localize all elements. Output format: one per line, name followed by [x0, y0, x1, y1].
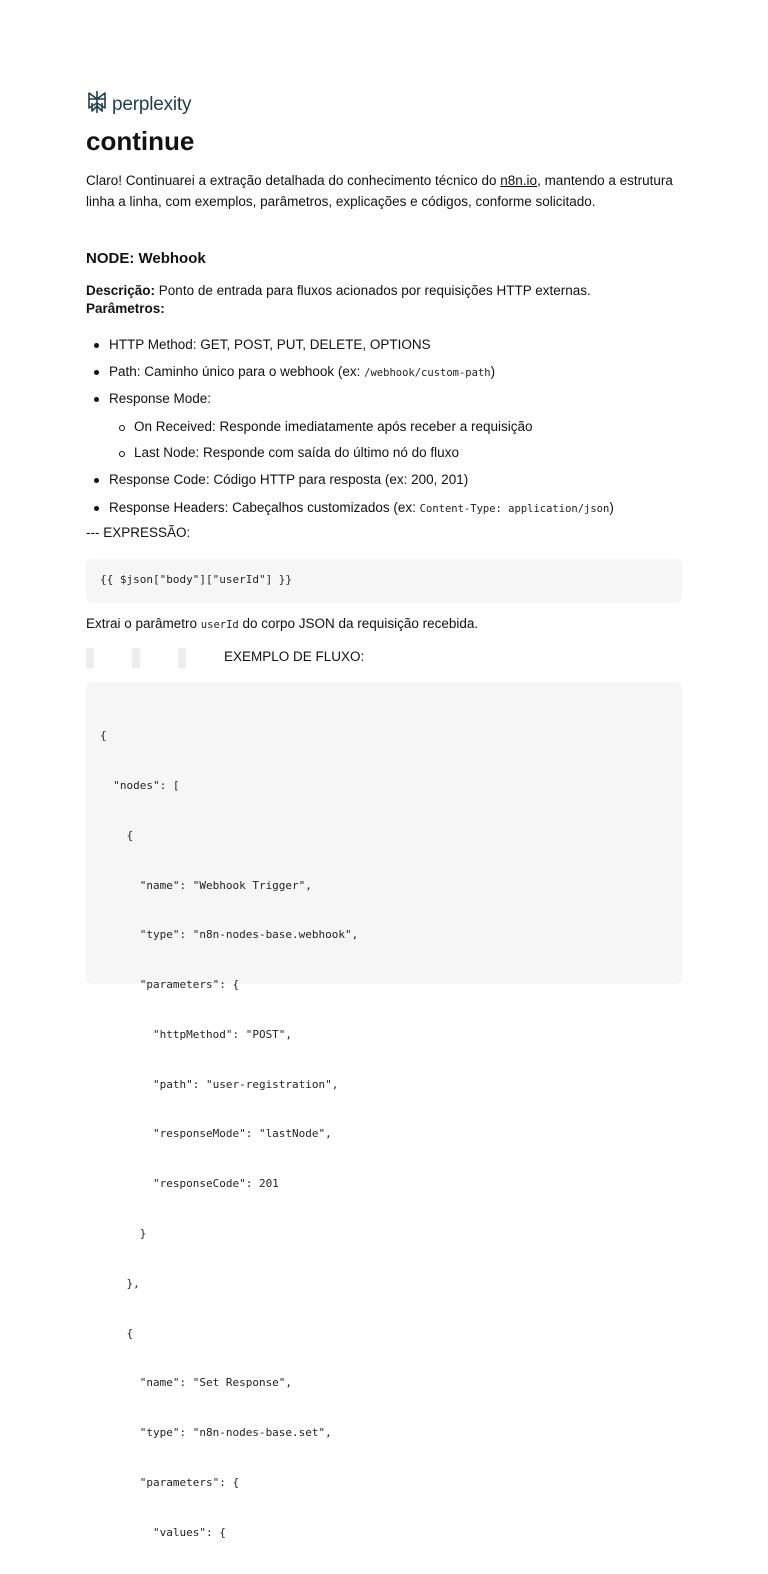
parameters-label: Parâmetros: — [86, 301, 165, 316]
list-item-path — [109, 362, 495, 383]
code-line: "name": "Set Response", — [100, 1376, 293, 1390]
explain-text: Extrai o parâmetro — [86, 616, 201, 631]
perplexity-logo — [86, 90, 191, 119]
code-line: }, — [100, 1276, 140, 1290]
description — [86, 281, 591, 301]
code-line: "values": { — [100, 1525, 226, 1539]
intro-text-1: Claro! Continuarei a extração detalhada do conhecimento técnico do — [86, 173, 501, 188]
list-item-response-mode: Response Mode: — [109, 389, 211, 409]
description-text: Ponto de entrada para fluxos acionados por requisições HTTP externas. — [155, 283, 591, 298]
expression-code: {{ $json["body"]["userId"] }} — [100, 573, 293, 586]
table-cell-placeholder — [178, 648, 186, 668]
code-line: "name": "Webhook Trigger", — [100, 878, 312, 892]
code-line: } — [100, 1227, 147, 1240]
explain-suffix: do corpo JSON da requisição recebida. — [238, 616, 479, 631]
list-item-on-received: On Received: Responde imediatamente após receber a requisição — [134, 417, 532, 437]
headers-text: Response Headers: Cabeçalhos customizados (ex: — [109, 500, 420, 515]
list-item-response-headers — [109, 498, 614, 519]
flow-code-block — [86, 682, 682, 1539]
list-item-last-node: Last Node: Responde com saída do último nó do fluxo — [134, 443, 459, 463]
path-code: /webhook/custom-path — [364, 367, 491, 379]
intro-text-2: , mantendo a estrutura linha a linha, com exemplos, parâmetros, explicações e códigos, conforme solicitado. — [86, 173, 673, 209]
table-cell-placeholder — [86, 648, 94, 668]
flow-code-lines — [100, 695, 358, 1574]
path-text: Path: Caminho único para o webhook (ex: — [109, 364, 365, 379]
list-item-response-code: Response Code: Código HTTP para resposta (ex: 200, 201) — [109, 470, 468, 490]
headers-suffix: ) — [609, 500, 614, 515]
code-line: "type": "n8n-nodes-base.webhook", — [100, 928, 359, 942]
path-suffix: ) — [490, 364, 496, 379]
code-line: "responseCode": 201 — [100, 1177, 279, 1191]
n8n-link[interactable]: n8n.io — [500, 173, 538, 188]
code-line: "parameters": { — [100, 1475, 240, 1489]
code-line: "parameters": { — [100, 978, 240, 992]
code-line: { — [100, 729, 107, 743]
code-line: "nodes": [ — [100, 778, 180, 792]
code-line: { — [100, 1326, 134, 1340]
list-item-http-method: HTTP Method: GET, POST, PUT, DELETE, OPTIONS — [109, 335, 431, 355]
description-label: Descrição: — [86, 283, 156, 298]
code-line: "responseMode": "lastNode", — [100, 1127, 332, 1141]
code-line: "path": "user-registration", — [100, 1077, 339, 1091]
page-title: continue — [86, 126, 195, 156]
code-line: "httpMethod": "POST", — [100, 1027, 293, 1041]
headers-code: Content-Type: application/json — [419, 503, 610, 515]
intro-paragraph — [86, 170, 686, 212]
expression-explanation — [86, 614, 478, 635]
perplexity-logo-icon — [86, 90, 108, 119]
explain-code: userId — [200, 619, 239, 631]
section-title: NODE: Webhook — [86, 250, 206, 267]
flow-example-label: EXEMPLO DE FLUXO: — [224, 649, 365, 664]
expression-label: --- EXPRESSÃO: — [86, 525, 191, 540]
table-cell-placeholder — [132, 648, 140, 668]
expression-code-block — [86, 559, 682, 603]
code-line: "type": "n8n-nodes-base.set", — [100, 1426, 332, 1440]
code-line: { — [100, 828, 134, 842]
perplexity-logo-text: perplexity — [112, 93, 192, 115]
